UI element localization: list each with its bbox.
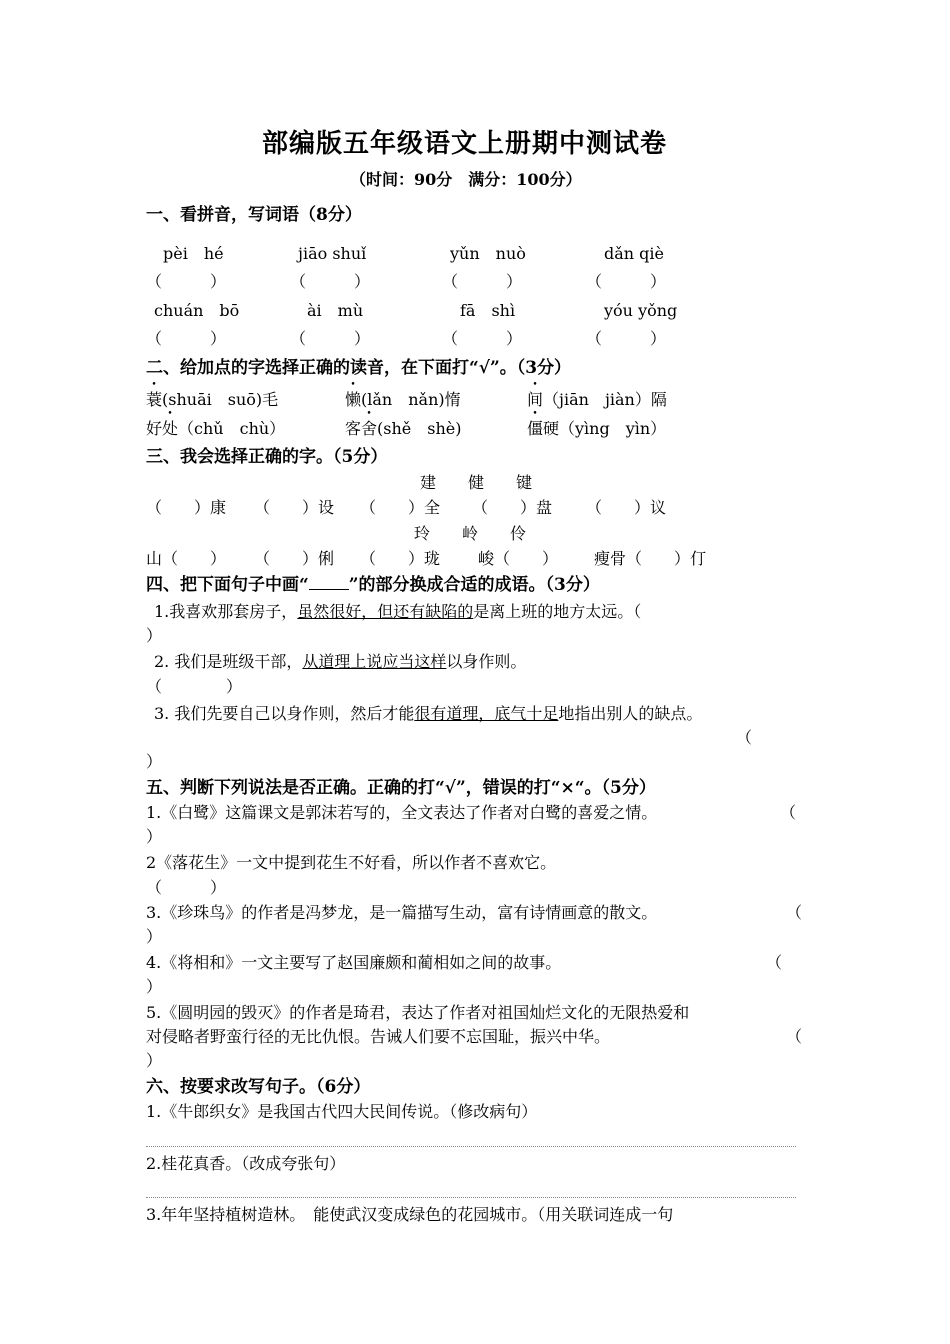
answer-paren[interactable]: （ ）: [442, 329, 523, 348]
question-5-2: 2《落花生》一文中提到花生不好看，所以作者不喜欢它。: [146, 853, 557, 872]
exam-time-score: （时间：90分 满分：100分）: [350, 170, 582, 189]
answer-paren[interactable]: （ ）: [290, 272, 371, 291]
pinyin: ài mù: [307, 301, 364, 320]
question-6-3: 3.年年坚持植树造林。 能使武汉变成绿色的花园城市。（用关联词连成一句: [146, 1205, 674, 1224]
pinyin: yóu yǒng: [604, 301, 678, 320]
answer-paren[interactable]: ）: [146, 927, 163, 946]
question-6-2: 2.桂花真香。（改成夸张句）: [146, 1154, 346, 1173]
answer-paren[interactable]: （ ）: [146, 878, 227, 897]
answer-paren[interactable]: ）: [146, 827, 163, 846]
answer-paren[interactable]: （: [766, 953, 783, 972]
question-5-1: 1.《白鹭》这篇课文是郭沫若写的，全文表达了作者对白鹭的喜爱之情。: [146, 803, 658, 822]
section-5-heading: 五、判断下列说法是否正确。正确的打“√”，错误的打“×“。（5分）: [146, 778, 656, 798]
char-blank[interactable]: （ ）俐: [254, 549, 335, 568]
section-1-heading: 一、看拼音，写词语（8分）: [146, 205, 362, 225]
char-blank[interactable]: （ ）珑: [360, 549, 441, 568]
answer-paren[interactable]: （ ）: [146, 329, 227, 348]
section-6-heading: 六、按要求改写句子。（6分）: [146, 1077, 371, 1097]
answer-paren[interactable]: （: [780, 803, 797, 822]
char-blank[interactable]: 瘦骨（ ）仃: [594, 549, 707, 568]
question-6-1: 1.《牛郎织女》是我国古代四大民间传说。（修改病句）: [146, 1102, 538, 1121]
char-blank[interactable]: （ ）设: [254, 498, 335, 517]
char-blank[interactable]: 峻（ ）: [478, 549, 559, 568]
answer-paren[interactable]: （ ）: [146, 677, 243, 696]
char-blank[interactable]: （ ）全: [360, 498, 441, 517]
answer-line[interactable]: [146, 1197, 796, 1198]
question-4-1: 1.我喜欢那套房子，虽然很好，但还有缺陷的是离上班的地方太远。（: [154, 602, 642, 621]
reading-item[interactable]: 蓑(shuāi suō)毛: [146, 390, 279, 409]
pinyin: fā shì: [460, 301, 516, 320]
pinyin: chuán bō: [154, 301, 240, 320]
question-5-5: 5.《圆明园的毁灭》的作者是琦君，表达了作者对祖国灿烂文化的无限热爱和: [146, 1003, 690, 1022]
answer-paren[interactable]: ）: [146, 752, 163, 771]
char-blank[interactable]: 山（ ）: [146, 549, 227, 568]
answer-paren[interactable]: ）: [146, 1051, 163, 1070]
question-5-4: 4.《将相和》一文主要写了赵国廉颇和蔺相如之间的故事。: [146, 953, 562, 972]
answer-paren[interactable]: （: [786, 1027, 803, 1046]
reading-item[interactable]: 僵硬（yìng yìn）: [527, 419, 667, 438]
question-5-3: 3.《珍珠鸟》的作者是冯梦龙，是一篇描写生动，富有诗情画意的散文。: [146, 903, 658, 922]
answer-paren[interactable]: ）: [146, 977, 163, 996]
answer-paren[interactable]: （ ）: [146, 272, 227, 291]
underline-sample: [309, 575, 349, 590]
section-2-heading: 二、给加点的字选择正确的读音，在下面打“√”。（3分）: [146, 358, 572, 378]
pinyin: pèi hé: [163, 244, 224, 263]
answer-paren[interactable]: （ ）: [290, 329, 371, 348]
char-choices: 玲 岭 伶: [414, 524, 527, 543]
question-4-2: 2. 我们是班级干部，从道理上说应当这样以身作则。: [154, 652, 527, 671]
section-3-heading: 三、我会选择正确的字。（5分）: [146, 447, 388, 467]
char-blank[interactable]: （ ）康: [146, 498, 227, 517]
reading-item[interactable]: 好处（chǔ chù）: [146, 419, 286, 438]
reading-item[interactable]: 间（jiān jiàn）隔: [527, 390, 667, 409]
reading-item[interactable]: 客舍(shě shè): [345, 419, 462, 438]
question-4-3: 3. 我们先要自己以身作则，然后才能很有道理，底气十足地指出别人的缺点。: [154, 704, 703, 723]
pinyin: dǎn qiè: [604, 244, 664, 263]
answer-paren[interactable]: （ ）: [442, 272, 523, 291]
answer-paren[interactable]: （: [786, 903, 803, 922]
answer-paren[interactable]: ）: [146, 626, 163, 645]
answer-paren[interactable]: （: [736, 728, 753, 747]
char-blank[interactable]: （ ）议: [586, 498, 667, 517]
page-title: 部编版五年级语文上册期中测试卷: [262, 129, 668, 159]
char-blank[interactable]: （ ）盘: [472, 498, 553, 517]
reading-item[interactable]: 懒(lǎn nǎn)惰: [345, 390, 461, 409]
question-5-5-cont: 对侵略者野蛮行径的无比仇恨。告诫人们要不忘国耻，振兴中华。: [146, 1027, 611, 1046]
answer-paren[interactable]: （ ）: [586, 272, 667, 291]
answer-line[interactable]: [146, 1146, 796, 1147]
pinyin: jiāo shuǐ: [298, 244, 367, 263]
pinyin: yǔn nuò: [450, 244, 526, 263]
answer-paren[interactable]: （ ）: [586, 329, 667, 348]
char-choices: 建 健 键: [420, 473, 533, 492]
section-4-heading: 四、把下面句子中画“ ”的部分换成合适的成语。（3分）: [146, 575, 600, 595]
